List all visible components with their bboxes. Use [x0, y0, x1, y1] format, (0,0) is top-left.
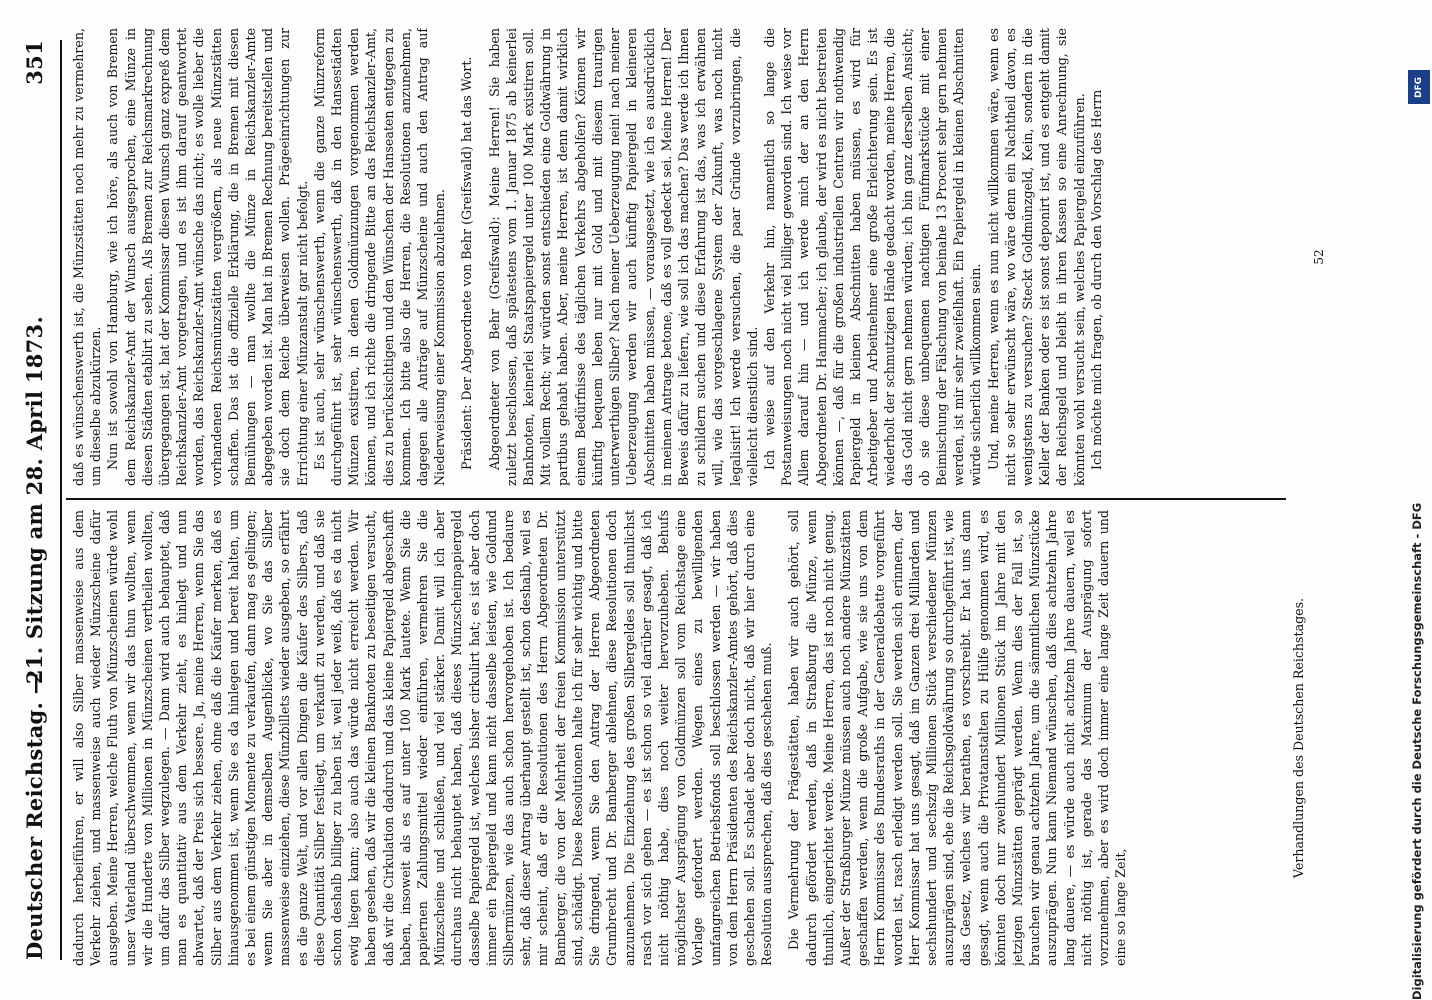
column-divider: [66, 498, 1286, 500]
right-paragraph: daß es wünschenswerth ist, die Münzstätten noch mehr zu vermehren, um dieselbe abzukürzen.: [71, 28, 104, 486]
president-announcement: Präsident: Der Abgeordnete von Behr (Greifswald) hat das Wort.: [459, 56, 475, 470]
left-footer: Verhandlungen des Deutschen Reichstages.: [1291, 597, 1306, 879]
left-paragraph: dadurch herbeiführen, er will also Silber massenweise aus dem Verkehr ziehen, und massenweise auch wieder Münzscheine dafür ausgeben. Meine Herren, welche Fluth von Münzscheinen würde wohl unser Vaterland überschwemmen, wenn wir das thun wollten, wenn wir die Hunderte von Millionen in Münzscheinen vertheilen wollten, um dafür das Silber wegzulegen. — Dann wird auch behauptet, daß man es quantitativ aus dem Verkehr zieht, es hinlegt und nun abwartet, daß der Preis sich bessere. Ja, meine Herren, wenn Sie das Silber aus dem Verkehr ziehen, ohne daß die Käufer merken, daß es hinausgenommen ist, wenn Sie es da hinlegen und bereit halten, um es bei einem günstigen Momente zu verkaufen, dann mag es gelingen; wenn Sie aber in demselben Augenblicke, wo Sie das Silber massenweise einziehen, diese Münzbillets wieder ausgeben, so erfährt es die ganze Welt, und vor allen Dingen die Käufer des Silbers, daß diese Quantität Silber festliegt, um verkauft zu werden, und daß sie schon deshalb billiger zu haben ist, weil jeder weiß, daß es da nicht ewig liegen kann; also auch das würde nicht erreicht werden. Wir haben gesehen, daß wir die kleinen Banknoten zu beseitigen versucht, daß wir die Cirkulation dadurch und das kleine Papiergeld abgeschafft haben, insoweit als es auf unter 100 Mark lautete. Wenn Sie die papiernen Zahlungsmittel wieder einführen, vermehren Sie die Münzscheine und schließen, und viel stärker. Damit will ich aber durchaus nicht behauptet haben, daß dieses Münzscheinpapiergeld dasselbe Papiergeld ist, welches bisher cirkulirt hat; es ist aber doch immer ein Papiergeld und kann nicht dasselbe leisten, wie Goldund Silbermünzen, wie das auch schon hervorgehoben ist. Ich bedaure sehr, daß dieser Antrag überhaupt gestellt ist, schon deshalb, weil es mir scheint, daß er die Resolutionen des Herrn Abgeordneten Dr. Bamberger, die von der Mehrheit der freien Kommission unterstützt sind, schädigt. Diese Resolutionen halte ich für sehr wichtig und bitte Sie dringend, wenn Sie den Antrag der Herren Abgeordneten Grumbrecht und Dr. Bamberger ablehnen, diese Resolutionen doch anzunehmen. Die Einziehung des großen Silbergeldes soll thunlichst rasch vor sich gehen — es ist schon so viel darüber gesagt, daß ich nicht nöthig habe, dies noch weiter hervorzuheben. Behufs möglichster Ausprägung von Goldmünzen soll vom Reichstage eine Vorlage gefordert werden. Wegen eines zu bewilligenden umfangreichen Betriebsfonds soll beschlossen werden — wir haben von dem Herrn Präsidenten des Reichskanzler-Amtes gehört, daß dies geschehen soll. Es schadet aber doch nicht, daß wir hier durch eine Resolution aussprechen, daß dies geschehen muß.: [71, 510, 775, 966]
header-title: 21. Sitzung am 28. April 1873.: [22, 315, 47, 685]
speech-paragraph: Abgeordneter von Behr (Greifswald): Meine Herren! Sie haben zuletzt beschlossen, daß spätestens vom 1. Januar 1875 ab keinerlei Banknoten, keinerlei Staatspapiergeld unter 100 Mark existiren soll. Mit vollem Recht; wir würden sonst entschieden eine Goldwährung in partibus gehabt haben. Aber, meine Herren, ist denn damit wirklich einem Bedürfnisse des täglichen Verkehrs abgeholfen? Können wir künftig bequem leben nur mit Gold und mit diesem traurigen unterwerthigen Silber? Nach meiner Ueberzeugung nein! nach meiner Ueberzeugung werden wir auch künftig Papiergeld in kleineren Abschnitten haben müssen, — vorausgesetzt, wie ich es ausdrücklich in meinem Antrage betone, daß es voll gedeckt sei. Meine Herren! Der Beweis dafür zu liefern, wie soll ich das machen? Das werde ich Ihnen zu schildern suchen und diese Erfahrung ist das, was ich erwähnen will, wie das vorgeschlagene System der Zukunft, was noch nicht legalisirt! Ich werde versuchen, die paar Gründe vorzubringen, die vielleicht dienstlich sind.: [486, 28, 760, 486]
right-paragraph: Es ist auch, sehr wünschenswerth, wenn die ganze Münzreform durchgeführt ist, sehr wünschenswerth, daß in den Hansestädten Münzen existiren, in denen Goldmünzungen vorgenommen werden können, und ich richte die dringende Bitte an das Reichskanzler-Amt, dies zu berücksichtigen und den Wünschen der Hanseaten entgegen zu kommen. Ich bitte also die Herren, die Resolutionen anzunehmen, dagegen alle Anträge auf Münzscheine und auch den Antrag auf Niederweisung einer Kommission abzulehnen.: [311, 28, 448, 486]
dfg-notice: Digitalisierung gefördert durch die Deutsche Forschungsgemeinschaft - DFG: [1410, 502, 1424, 1000]
left-column: [70, 510, 1340, 966]
speech-paragraph: Ich möchte mich fragen, ob durch den Vorschlag des Herrn: [1088, 89, 1104, 470]
speech-paragraph: Ich weise auf den Verkehr hin, namentlich so lange die Postanweisungen noch nicht viel billiger geworden sind. Ich weise vor Allem darauf hin — und ich werde mich der an den Herrn Abgeordneten Dr. Hammacher; ich glaube, der wird es nicht bestreiten können —, daß für die großen industriellen Centren wir nothwendig Papiergeld in kleinen Abschnitten haben müssen, es wird für Arbeitgeber und Arbeitnehmer eine große Erleichterung sein. Es ist wiederholt der schmutzigen Hände gedacht worden, meine Herren, die das Gold nicht gern nehmen würden; ich bin ganz derselben Ansicht; ob sie diese unbequemen nachtigen Fünfmarkstücke mit einer Beimischung der Fälschung von beinahe 13 Procent sehr gern nehmen werden, ist mir sehr zweifelhaft. Ein Papiergeld in kleinen Abschnitten würde sicherlich willkommen sein.: [761, 28, 984, 486]
left-paragraph: Die Vermehrung der Prägestätten, haben wir auch gehört, soll dadurch gefördert werden, daß in Straßburg die Münze, wenn thunlich, eingerichtet werde. Meine Herren, das ist noch nicht genug. Außer der Straßburger Münze müssen auch noch andere Münzstätten geschaffen werden, wenn die große Aufgabe, wie sie uns von dem Herrn Kommissar des Bundesraths in der Generaldebatte vorgeführt worden ist, rasch erledigt werden soll. Sie werden sich erinnern, der Herr Kommissar hat uns gesagt, daß im Ganzen drei Milliarden und sechshundert und sechszig Millionen Stück verschiedener Münzen auszuprägen sind, ehe die Reichsgoldwährung so durchgeführt ist, wie das Gesetz, welches wir berathen, es vorschreibt. Er hat uns dann gesagt, wenn auch die Privatanstalten zu Hülfe genommen wird, es könnten doch nur zweihundert Millionen Stück im Jahre mit den jetzigen Münzstätten geprägt werden. Wenn dies der Fall ist, so brauchen wir genau achtzehn Jahre, um die sämmtlichen Münzstücke auszuprägen. Nun kann Niemand wünschen, daß dies achtzehn Jahre lang dauere, — es würde auch nicht achtzehn Jahre dauern, weil es nicht nöthig ist, gerade das Maximum der Ausprägung sofort vorzunehmen, aber es wird doch immer eine lange Zeit dauern und eine so lange Zeit,: [786, 510, 1129, 966]
right-column: [70, 28, 1340, 486]
header-rule: [60, 40, 62, 960]
signature-mark: 52: [1312, 249, 1326, 265]
speech-paragraph: Und, meine Herren, wenn es nun nicht willkommen wäre, wenn es nicht so sehr erwünscht wäre, wo wäre denn ein Nachtheil davon, es wenigstens zu versuchen? Steckt Goldmünzgeld, Kein, sondern in die Keller der Banken oder es ist sonst deponirt ist, und es entgeht damit der Reichsgeld und bleibt in ihren Kassen so eine Anrechnung, sie könnten wohl versucht sein, welches Papiergeld einzuführen.: [985, 28, 1087, 486]
page-number: 351: [22, 40, 47, 85]
right-paragraph: Nun ist sowohl von Hamburg, wie ich höre, als auch von Bremen dem Reichskanzler-Amt der Wunsch ausgesprochen, eine Münze in diesen Städten etablirt zu sehen. Als Bremen zur Reichsmarkrechnung übergegangen ist, hat der Kommissar diesen Wunsch ganz expreß dem Reichskanzler-Amt vorgetragen, und es ist ihm darauf geantwortet worden, das Reichskanzler-Amt wünsche das nicht; es wolle lieber die vorhandenen Reichsmünzstätten vergrößern, als neue Münzstätten schaffen. Das ist die offizielle Erklärung, die in Bremen mit diesen Bemühungen — man wollte die Münze in Reichskanzler-Amte abgegeben worden ist. Man hat in Bremen Rechnung bereitstellen und sie doch dem Reiche überweisen wollen. Prägeeinrichtungen zur Errichtung einer Münzanstalt gar nicht befolgt.: [105, 28, 310, 486]
page-header: [22, 40, 56, 960]
dfg-logo: DFG: [1408, 70, 1430, 104]
header-left: Deutscher Reichstag. —: [22, 672, 47, 960]
